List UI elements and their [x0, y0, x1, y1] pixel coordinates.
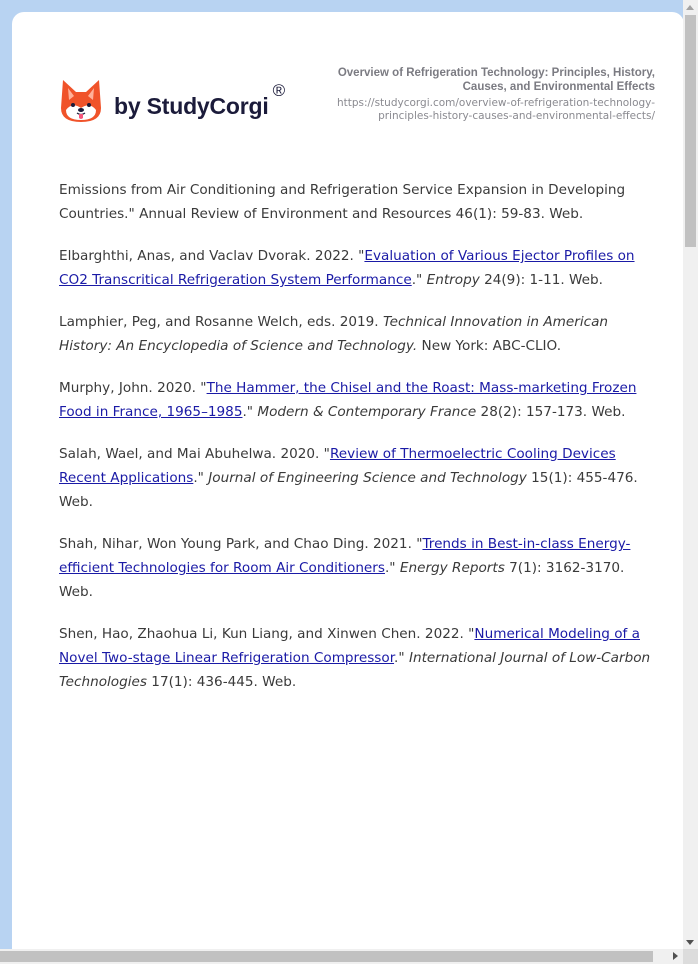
reference-details: 28(2): 157-173. Web. — [476, 404, 626, 420]
reference-journal: International Journal of Low-Carbon Technologies — [59, 650, 651, 690]
reference-punct: ." — [242, 404, 258, 420]
reference-journal: Journal of Engineering Science and Technology — [208, 470, 527, 486]
reference-link[interactable]: Trends in Best-in-class Energy-efficient Technologies for Room Air Conditioners — [59, 536, 631, 576]
reference-text: Emissions from Air Conditioning and Refrigeration Service Expansion in Developing Countries." Annual Review of Environment and Resources 46(1): 59-83. Web. — [59, 182, 626, 222]
document-page — [12, 12, 684, 952]
reference-entry — [59, 376, 659, 424]
reference-details: 17(1): 436-445. Web. — [146, 674, 297, 690]
reference-punct: ." — [411, 272, 427, 288]
logo-text: by StudyCorgi — [114, 92, 269, 119]
reference-list — [59, 178, 659, 712]
reference-link[interactable]: The Hammer, the Chisel and the Roast: Mass-marketing Frozen Food in France, 1965–1985 — [59, 380, 637, 420]
reference-link[interactable]: Evaluation of Various Ejector Profiles on CO2 Transcritical Refrigeration System Performance — [59, 248, 635, 288]
horizontal-scroll-thumb[interactable] — [0, 951, 653, 962]
reference-punct: ." — [384, 560, 400, 576]
reference-entry — [59, 532, 659, 604]
reference-authors: Salah, Wael, and Mai Abuhelwa. 2020. " — [59, 446, 330, 462]
reference-punct: ." — [394, 650, 409, 666]
reference-journal: Modern & Contemporary France — [257, 404, 477, 420]
reference-authors: Shah, Nihar, Won Young Park, and Chao Ding. 2021. " — [59, 536, 423, 552]
registered-mark: ® — [272, 81, 286, 100]
reference-entry — [59, 310, 659, 358]
studycorgi-logo[interactable] — [60, 78, 285, 124]
reference-journal: Entropy — [426, 272, 480, 288]
reference-entry — [59, 622, 659, 694]
corgi-logo-icon — [60, 78, 102, 124]
document-url[interactable]: https://studycorgi.com/overview-of-refrigeration-technology-principles-history-causes-and-environmental-effects/ — [336, 97, 655, 122]
reference-book-title: Technical Innovation in American History: An Encyclopedia of Science and Technology. — [59, 314, 609, 354]
vertical-scroll-thumb[interactable] — [685, 15, 696, 247]
reference-link[interactable]: Numerical Modeling of a Novel Two-stage Linear Refrigeration Compressor — [59, 626, 640, 666]
reference-entry — [59, 442, 659, 514]
document-title: Overview of Refrigeration Technology: Principles, History, Causes, and Environmental Effects — [337, 67, 655, 93]
scroll-right-arrow-icon[interactable] — [673, 952, 678, 960]
scrollbar-corner — [683, 949, 698, 964]
reference-punct: ." — [193, 470, 209, 486]
vertical-scrollbar[interactable] — [683, 0, 698, 949]
horizontal-scrollbar[interactable] — [0, 949, 683, 964]
reference-details: 24(9): 1-11. Web. — [479, 272, 603, 288]
reference-authors: Murphy, John. 2020. " — [59, 380, 207, 396]
reference-authors: Lamphier, Peg, and Rosanne Welch, eds. 2019. — [59, 314, 383, 330]
reference-details: 15(1): 455-476. Web. — [59, 470, 638, 510]
reference-authors: Elbarghthi, Anas, and Vaclav Dvorak. 2022. " — [59, 248, 365, 264]
reference-link[interactable]: Review of Thermoelectric Cooling Devices Recent Applications — [59, 446, 616, 486]
scroll-up-arrow-icon[interactable] — [686, 5, 694, 10]
reference-journal: Energy Reports — [399, 560, 505, 576]
reference-entry — [59, 244, 659, 292]
reference-details: New York: ABC-CLIO. — [417, 338, 562, 354]
document-header — [295, 66, 655, 123]
scroll-down-arrow-icon[interactable] — [686, 940, 694, 945]
reference-authors: Shen, Hao, Zhaohua Li, Kun Liang, and Xinwen Chen. 2022. " — [59, 626, 475, 642]
reference-entry — [59, 178, 659, 226]
reference-details: 7(1): 3162-3170. Web. — [59, 560, 625, 600]
